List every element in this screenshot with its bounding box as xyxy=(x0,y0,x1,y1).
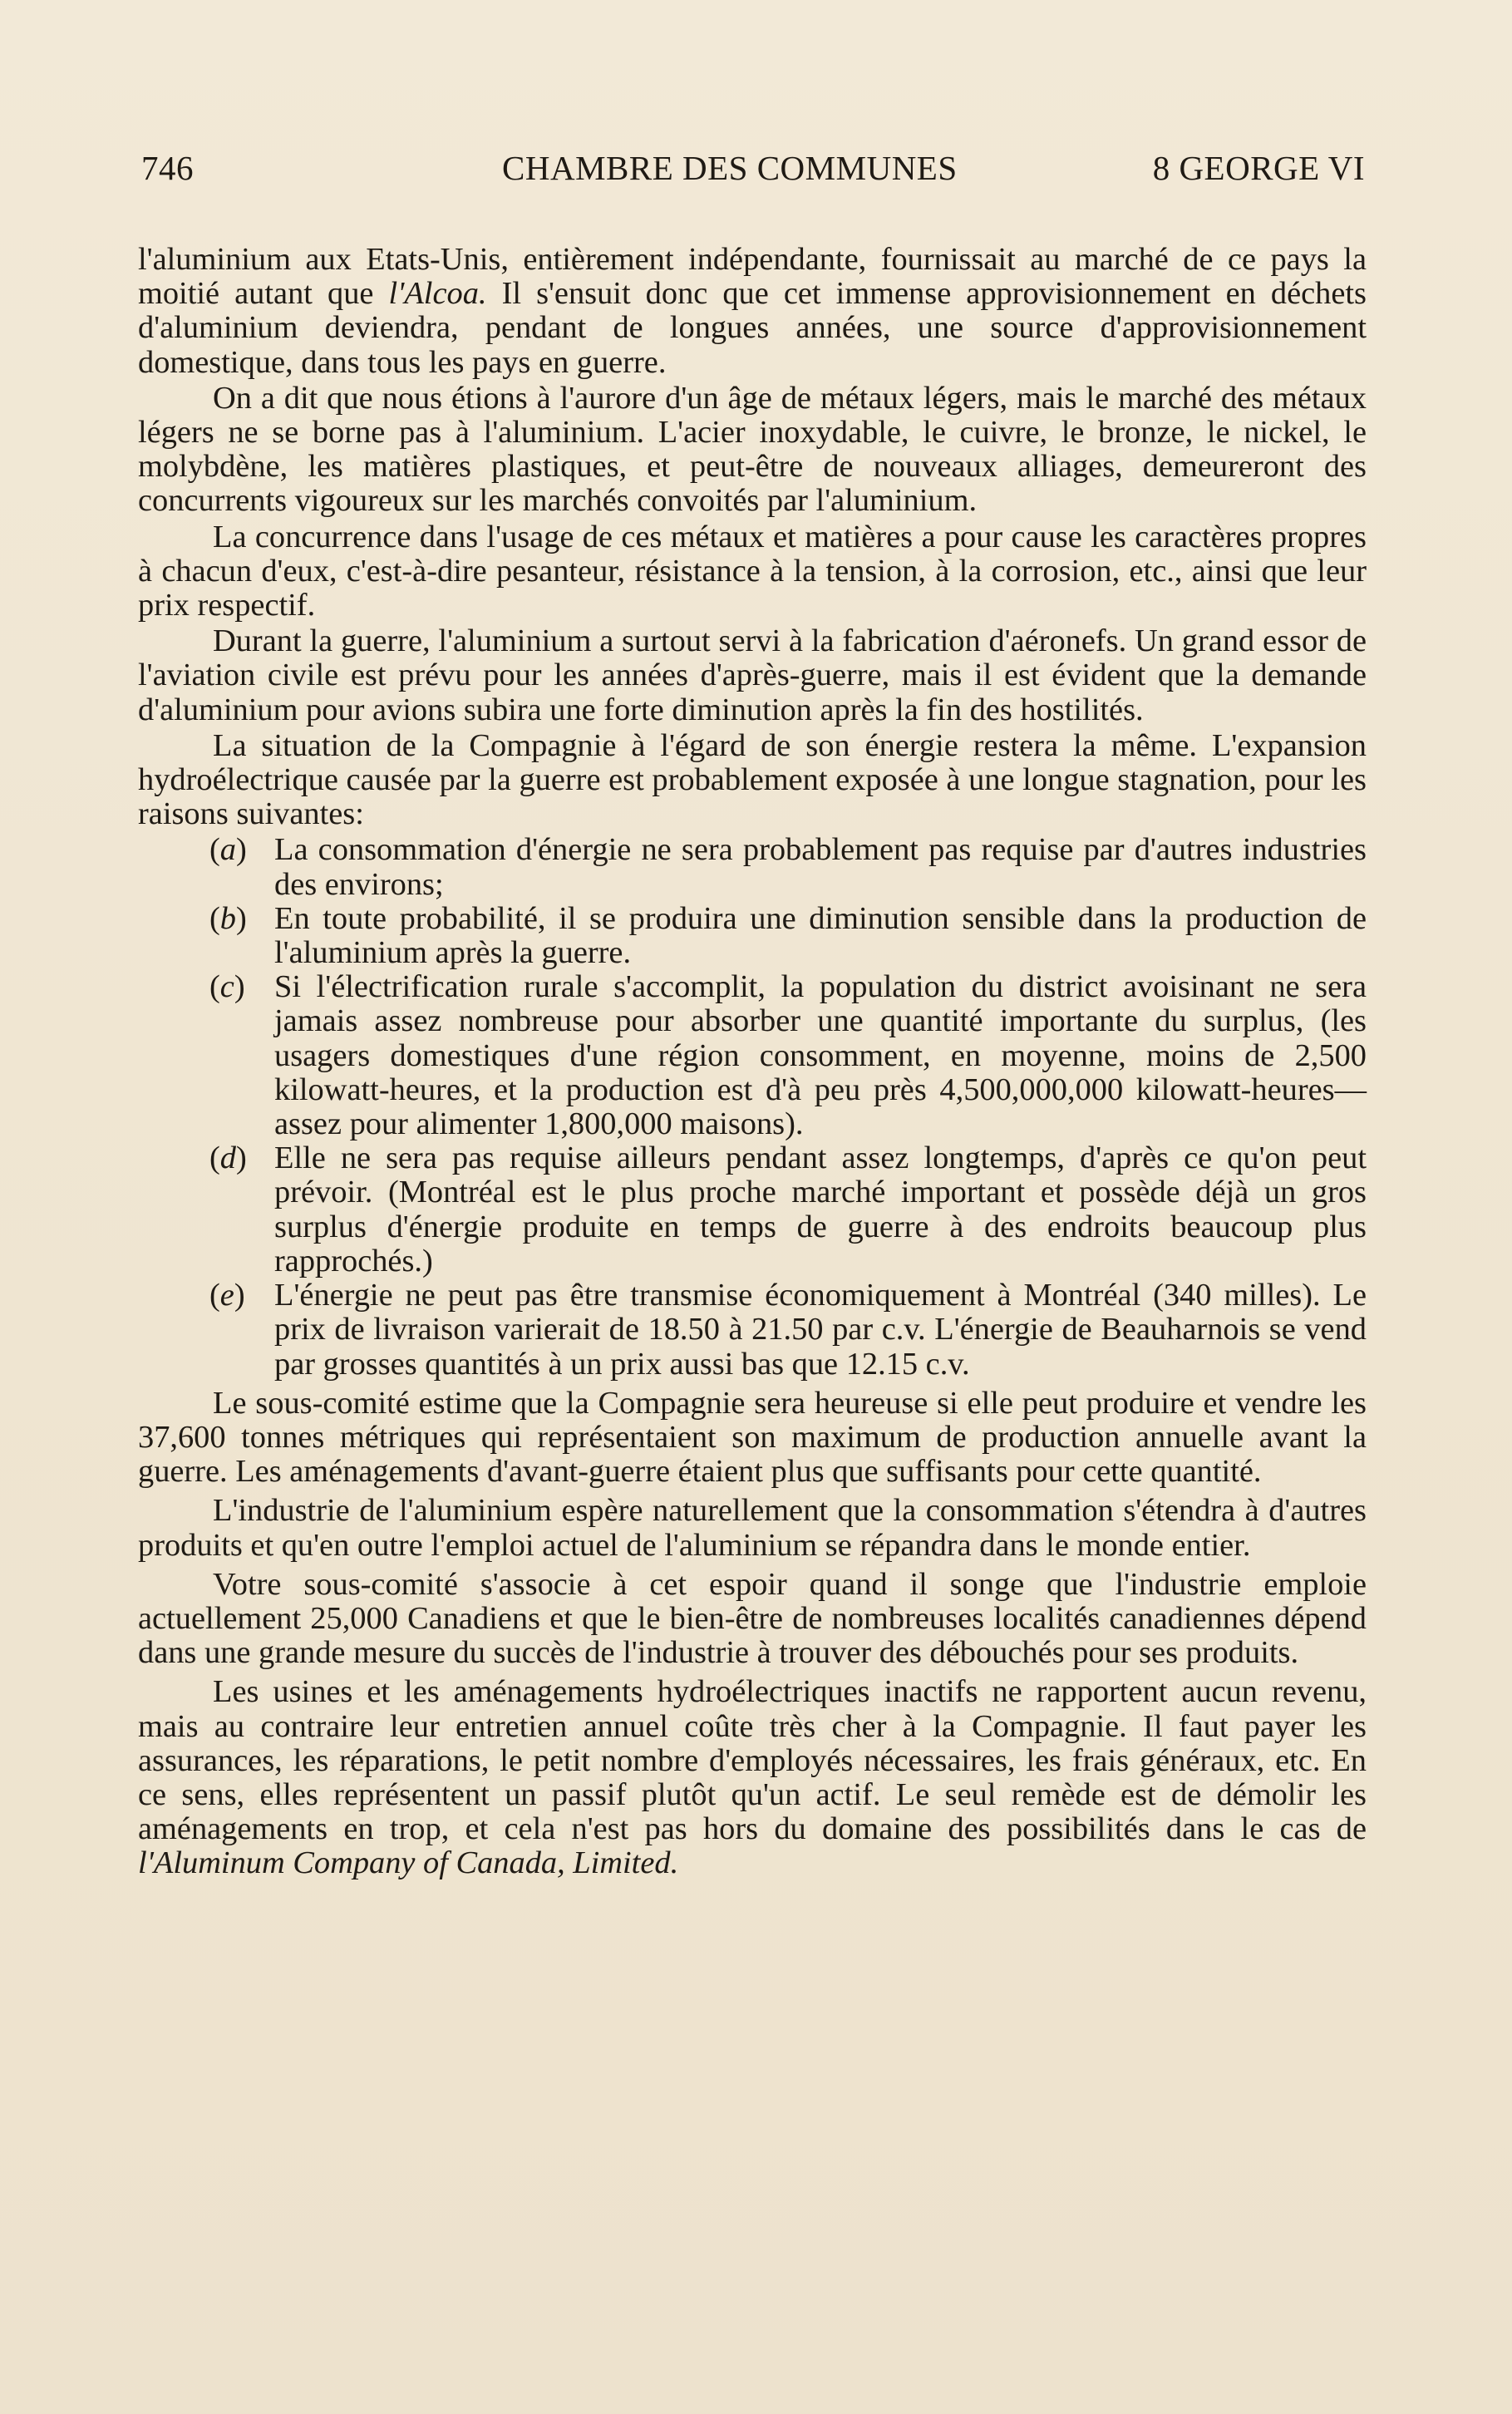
list-item: (c) Si l'électrification rurale s'accomplit, la population du district avoisinant ne sera jamais assez nombreuse pour absorber une quantité importante du surplus, (les usagers domestiques d'une région consomment, en moyenne, moins de 2,500 kilowatt-heures, et la production est d'à peu près 4,500,000,000 kilowatt-heures—assez pour alimenter 1,800,000 maisons). xyxy=(209,969,1367,1142)
list-item: (d) Elle ne sera pas requise ailleurs pendant assez longtemps, d'après ce qu'on peut prévoir. (Montréal est le plus proche marché important et possède déjà un gros surplus d'énergie produite en temps de guerre à des endroits beaucoup plus rapprochés.) xyxy=(209,1140,1367,1278)
paragraph-continuation: l'aluminium aux Etats-Unis, entièrement indépendante, fournissait au marché de ce pays la moitié autant que l'Alcoa. Il s'ensuit donc que cet immense approvisionnement en déchets d'aluminium deviendra, pendant de longues années, une source d'approvisionnement domestique, dans tous les pays en guerre. xyxy=(138,242,1367,380)
company-name: l'Aluminum Company of Canada, Limited. xyxy=(138,1845,679,1881)
paragraph-industry-hope: L'industrie de l'aluminium espère naturellement que la consommation s'étendra à d'autres produits et qu'en outre l'emploi actuel de l'aluminium se répandra dans le monde entier. xyxy=(138,1493,1367,1563)
paragraph-idle-plants: Les usines et les aménagements hydroélectriques inactifs ne rapportent aucun revenu, mais au contraire leur entretien annuel coûte très cher à la Compagnie. Il faut payer les assurances, les réparations, le petit nombre d'employés nécessaires, les frais généraux, etc. En ce sens, elles représentent un passif plutôt qu'un actif. Le seul remède est de démolir les aménagements en trop, et cela n'est pas hors du domaine des possibilités dans le cas de l'Aluminum Company of Canada, Limited. xyxy=(138,1674,1367,1881)
list-marker: (b) xyxy=(209,900,247,936)
list-item: (e) L'énergie ne peut pas être transmise économiquement à Montréal (340 milles). Le prix de livraison varierait de 18.50 à 21.50 par c.v. L'énergie de Beauharnois se vend par grosses quantités à un prix aussi bas que 12.15 c.v. xyxy=(209,1278,1367,1382)
list-item: (b) En toute probabilité, il se produira une diminution sensible dans la production de l'aluminium après la guerre. xyxy=(209,900,1367,971)
paragraph-subcommittee-hope: Votre sous-comité s'associe à cet espoir quand il songe que l'industrie emploie actuellement 25,000 Canadiens et que le bien-être de nombreuses localités canadiennes dépend dans une grande mesure du succès de l'industrie à trouver des débouchés pour ses produits. xyxy=(138,1566,1367,1671)
list-item: (a) La consommation d'énergie ne sera probablement pas requise par d'autres industries des environs; xyxy=(209,832,1367,902)
running-title: CHAMBRE DES COMMUNES xyxy=(502,149,958,187)
page-body xyxy=(138,243,1367,1883)
list-marker: (e) xyxy=(209,1278,245,1313)
paragraph-light-metals: On a dit que nous étions à l'aurore d'un âge de métaux légers, mais le marché des métaux légers ne se borne pas à l'aluminium. L'acier inoxydable, le cuivre, le bronze, le nickel, le molybdène, les matières plastiques, et peut-être de nouveaux alliages, demeureront des concurrents vigoureux sur les marchés convoités par l'aluminium. xyxy=(138,380,1367,519)
paragraph-energy-situation: La situation de la Compagnie à l'égard de son énergie restera la même. L'expansion hydroélectrique causée par la guerre est probablement exposée à une longue stagnation, pour les raisons suivantes: xyxy=(138,727,1367,832)
alcoa-name: l'Alcoa. xyxy=(388,276,487,312)
list-marker: (c) xyxy=(209,969,245,1005)
paragraph-production-estimate: Le sous-comité estime que la Compagnie sera heureuse si elle peut produire et vendre les 37,600 tonnes métriques qui représentaient son maximum de production annuelle avant la guerre. Les aménagements d'avant-guerre étaient plus que suffisants pour cette quantité. xyxy=(138,1385,1367,1490)
regnal-year: 8 GEORGE VI xyxy=(1152,149,1365,187)
page-header xyxy=(141,148,1365,198)
paragraph-competition: La concurrence dans l'usage de ces métaux et matières a pour cause les caractères propres à chacun d'eux, c'est-à-dire pesanteur, résistance à la tension, à la corrosion, etc., ainsi que leur prix respectif. xyxy=(138,519,1367,623)
paragraph-war-aircraft: Durant la guerre, l'aluminium a surtout servi à la fabrication d'aéronefs. Un grand essor de l'aviation civile est prévu pour les années d'après-guerre, mais il est évident que la demande d'aluminium pour avions subira une forte diminution après la fin des hostilités. xyxy=(138,623,1367,727)
reasons-list xyxy=(138,833,1367,1381)
list-marker: (a) xyxy=(209,832,247,868)
list-marker: (d) xyxy=(209,1140,247,1176)
page-number: 746 xyxy=(141,149,194,187)
